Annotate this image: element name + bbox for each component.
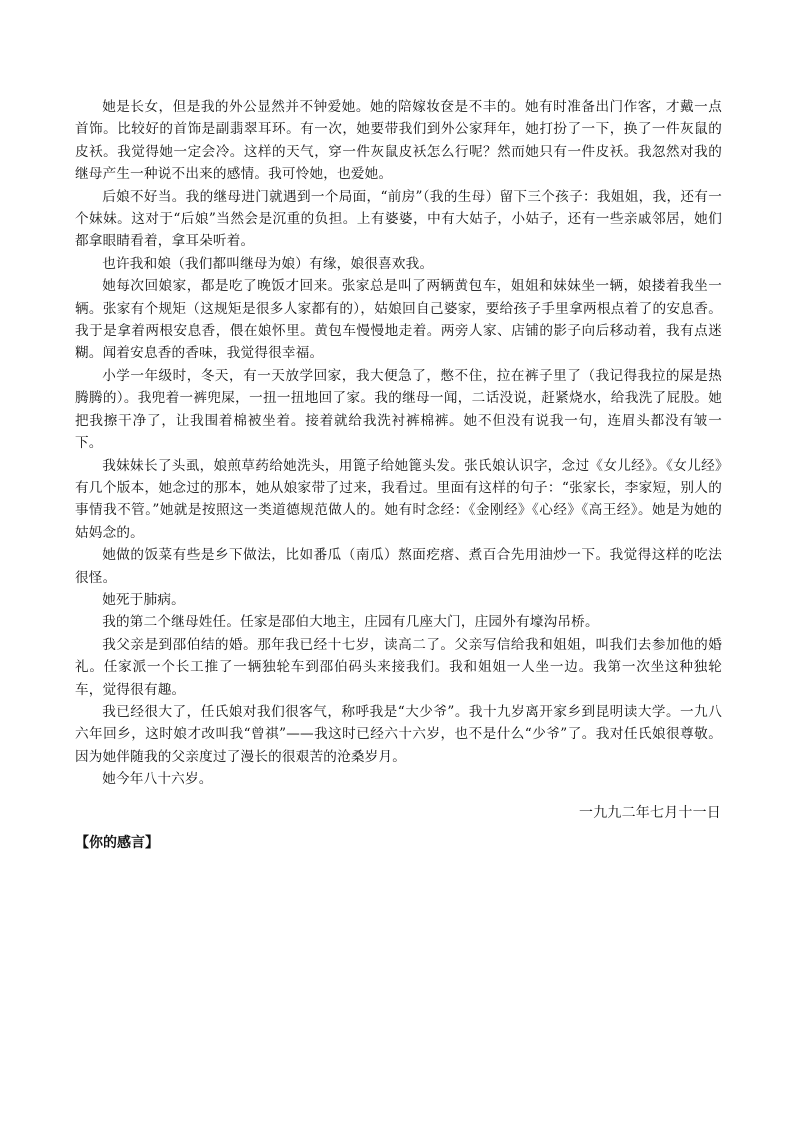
date-line: 一九九二年七月十一日 bbox=[579, 805, 721, 821]
section-heading: 【你的感言】 bbox=[75, 835, 159, 851]
paragraph-5: 小学一年级时，冬天，有一天放学回家，我大便急了，憋不住，拉在裤子里了（我记得我拉的屎是热腾腾的）。我兜着一裤兜屎，一扭一扭地回了家。我的继母一闻，二话没说，赶紧烧水，给我洗了屁股。她把我擦干净了，让我围着棉被坐着。接着就给我洗衬裤棉裤。她不但没有说我一句，连眉头都没有皱一下。 bbox=[75, 367, 722, 452]
paragraph-1: 她是长女，但是我的外公显然并不钟爱她。她的陪嫁妆奁是不丰的。她有时准备出门作客，才戴一点首饰。比较好的首饰是副翡翠耳环。有一次，她要带我们到外公家拜年，她打扮了一下，换了一件灰鼠的皮袄。我觉得她一定会冷。这样的天气，穿一件灰鼠皮袄怎么行呢？然而她只有一件皮袄。我忽然对我的继母产生一种说不出来的感情。我可怜她，也爱她。 bbox=[75, 99, 722, 183]
paragraph-4: 她每次回娘家，都是吃了晚饭才回来。张家总是叫了两辆黄包车，姐姐和妹妹坐一辆，娘搂着我坐一辆。张家有个规矩（这规矩是很多人家都有的），姑娘回自己婆家，要给孩子手里拿两根点着了的安息香。我于是拿着两根安息香，偎在娘怀里。黄包车慢慢地走着。两旁人家、店铺的影子向后移动着，我有点迷糊。闻着安息香的香味，我觉得很幸福。 bbox=[75, 278, 722, 362]
paragraph-2: 后娘不好当。我的继母进门就遇到一个局面，“前房”（我的生母）留下三个孩子：我姐姐，我，还有一个妹妹。这对于“后娘”当然会是沉重的负担。上有婆婆，中有大姑子，小姑子，还有一些亲戚邻居，她们都拿眼睛看着，拿耳朵听着。 bbox=[75, 188, 722, 250]
paragraph-3: 也许我和娘（我们都叫继母为娘）有缘，娘很喜欢我。 bbox=[102, 255, 434, 272]
essay-body bbox=[75, 96, 722, 791]
paragraph-11: 我已经很大了，任氏娘对我们很客气，称呼我是“大少爷”。我十九岁离开家乡到昆明读大学。一九八六年回乡，这时娘才改叫我“曾祺”——我这时已经六十六岁，也不是什么“少爷”了。我对任氏娘很尊敬。因为她伴随我的父亲度过了漫长的很艰苦的沧桑岁月。 bbox=[75, 703, 722, 765]
paragraph-10: 我父亲是到邵伯结的婚。那年我已经十七岁，读高二了。父亲写信给我和姐姐，叫我们去参加他的婚礼。任家派一个长工推了一辆独轮车到邵伯码头来接我们。我和姐姐一人坐一边。我第一次坐这种独轮车，觉得很有趣。 bbox=[75, 636, 722, 698]
paragraph-9: 我的第二个继母姓任。任家是邵伯大地主，庄园有几座大门，庄园外有壕沟吊桥。 bbox=[102, 614, 599, 631]
paragraph-6: 我妹妹长了头虱，娘煎草药给她洗头，用篦子给她篦头发。张氏娘认识字，念过《女儿经》。《女儿经》有几个版本，她念过的那本，她从娘家带了过来，我看过。里面有这样的句子：“张家长，李家短，别人的事情我不管。”她就是按照这一类道德规范做人的。她有时念经：《金刚经》《心经》《高王经》。她是为她的姑妈念的。 bbox=[75, 457, 722, 541]
paragraph-7: 她做的饭菜有些是乡下做法，比如番瓜（南瓜）熬面疙瘩、煮百合先用油炒一下。我觉得这样的吃法很怪。 bbox=[75, 547, 722, 586]
paragraph-12: 她今年八十六岁。 bbox=[102, 771, 213, 788]
paragraph-8: 她死于肺病。 bbox=[102, 591, 185, 608]
